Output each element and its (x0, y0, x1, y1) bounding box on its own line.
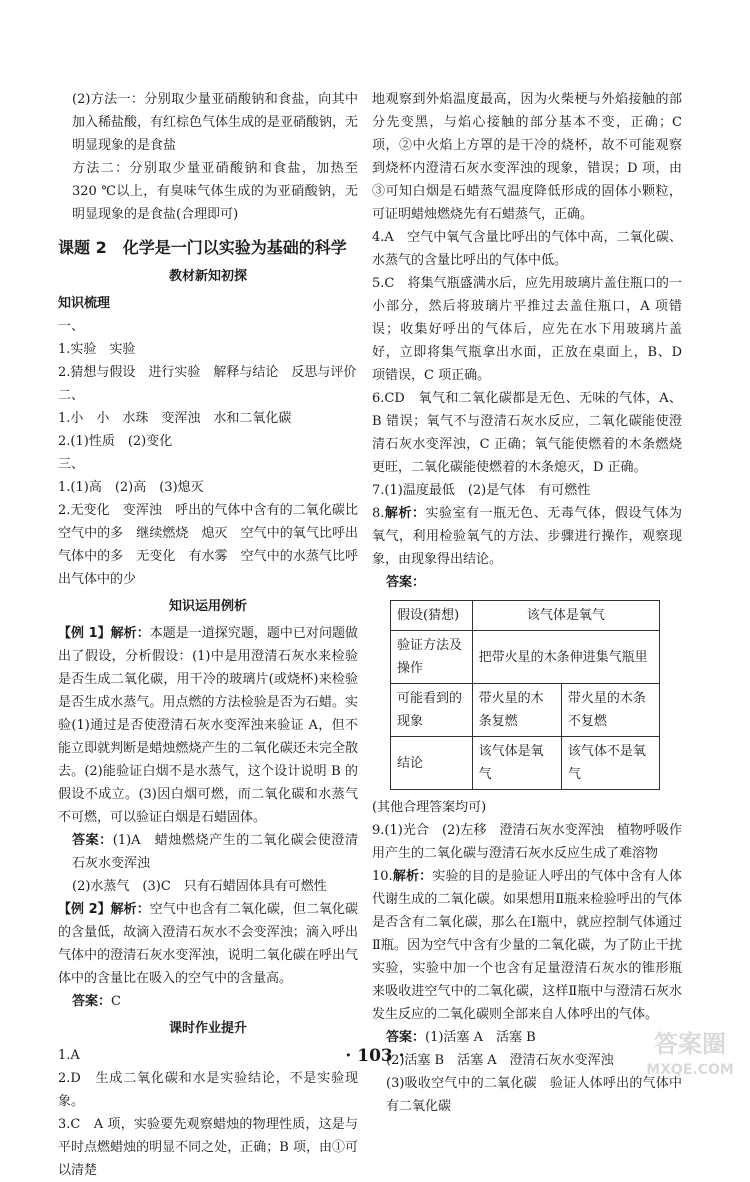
table-cell: 该气体不是氧气 (561, 737, 659, 790)
answer-line (58, 990, 358, 1013)
watermark-text-bottom: MXQE.COM (646, 1062, 734, 1078)
answer-line: (2)活塞 B 活塞 A 澄清石灰水变浑浊 (386, 1053, 614, 1068)
homework-item: 4.A 空气中氧气含量比呼出的气体中高，二氧化碳、水蒸气的含量比呼出的气体中低。 (372, 230, 682, 268)
outline-line: 一、 (58, 319, 85, 334)
example-tag: 【例 2】 (58, 902, 111, 917)
watermark-text-top: 答案圈 (654, 1030, 726, 1058)
analysis-text: 空气中也含有二氧化碳，但二氧化碳的含量低，故滴入澄清石灰水不会变浑浊；滴入呼出气体中的澄清石灰水变浑浊，说明二氧化碳在呼出气体中的含量比在吸入的空气中的含量高。 (58, 902, 358, 986)
table-cell: 假设(猜想) (391, 601, 473, 631)
answer-text: C (111, 994, 121, 1009)
outline-line: 1.小 小 水珠 变浑浊 水和二氧化碳 (58, 411, 292, 426)
answer-line (58, 829, 358, 875)
right-column (372, 88, 682, 1118)
table-cell: 该气体是氧气 (472, 737, 561, 790)
method-one: (2)方法一：分别取少量亚硝酸钠和食盐，向其中加入稀盐酸，有红棕色气体生成的是亚硝酸钠，无明显现象的是食盐 (72, 92, 359, 153)
homework-item (372, 502, 682, 571)
table-cell: 该气体是氧气 (472, 601, 659, 631)
table-row (391, 601, 660, 631)
table-row (391, 631, 660, 684)
outline-line: 1.实验 实验 (58, 342, 136, 357)
outline-line: 三、 (58, 457, 85, 472)
homework-item: 5.C 将集气瓶盛满水后，应先用玻璃片盖住瓶口的一小部分，然后将玻璃片平推过去盖住瓶口，A 项错误；收集好呼出的气体后，应先在水下用玻璃片盖好，立即将集气瓶拿出水面，正放在桌面上，B、D 项错误，C 项正确。 (372, 276, 682, 383)
homework-item (372, 865, 682, 1026)
answer-label: 答案： (72, 994, 112, 1009)
answer-line: (2)水蒸气 (3)C 只有石蜡固体具有可燃性 (72, 879, 327, 894)
table-cell: 带火星的木条复燃 (472, 684, 561, 737)
answer-label: 答案： (72, 833, 113, 848)
answer-label-line (372, 571, 682, 594)
table-row (391, 684, 660, 737)
homework-item: 1.A (58, 1048, 80, 1063)
example-2 (58, 898, 358, 990)
subsection-heading: 知识梳理 (58, 296, 111, 311)
analysis-label: 解析： (392, 869, 433, 884)
analysis-text: 实验的目的是验证人呼出的气体中含有人体代谢生成的二氧化碳。如果想用Ⅱ瓶来检验呼出的气体是否含有二氧化碳，那么在Ⅰ瓶中，就应控制气体通过Ⅱ瓶。因为空气中含有少量的二氧化碳，为了防止干扰实验，实验中加一个也含有足量澄清石灰水的锥形瓶来吸收进空气中的二氧化碳，这样Ⅱ瓶中与澄清石灰水发生反应的二氧化碳则全部来自人体呼出的气体。 (372, 869, 682, 1022)
homework-item: 6.CD 氧气和二氧化碳都是无色、无味的气体，A、B 错误；氧气不与澄清石灰水反应，二氧化碳能使澄清石灰水变浑浊，C 正确；氧气能使燃着的木条燃烧更旺，二氧化碳能使燃着的木条熄灭，D 正确。 (372, 391, 682, 475)
table-cell: 验证方法及操作 (391, 631, 473, 684)
item-number: 10. (372, 869, 393, 884)
homework-item: 地观察到外焰温度最高，因为火柴梗与外焰接触的部分先变黑，与焰心接触的部分基本不变，正确；C 项，②中火焰上方罩的是干冷的烧杯，故不可能观察到烧杯内澄清石灰水变浑浊的现象，错误；D 项，由③可知白烟是石蜡蒸气温度降低形成的固体小颗粒，可证明蜡烛燃烧先有石蜡蒸气，正确。 (372, 92, 682, 222)
analysis-label: 解析： (110, 626, 150, 641)
answer-text: (1)A 蜡烛燃烧产生的二氧化碳会使澄清石灰水变浑浊 (72, 833, 358, 871)
analysis-text: 实验室有一瓶无色、无毒气体，假设气体为氧气，利用检验氧气的方法、步骤进行操作，观察现象，由现象得出结论。 (372, 506, 682, 567)
homework-item: 2.D 生成二氧化碳和水是实验结论，不是实验现象。 (58, 1071, 358, 1109)
example-1 (58, 622, 358, 829)
answer-line: (3)吸收空气中的二氧化碳 验证人体呼出的气体中有二氧化碳 (386, 1076, 682, 1114)
page-number: · 103 · (345, 1046, 405, 1066)
item-number: 8. (372, 506, 385, 521)
outline-line: 1.(1)高 (2)高 (3)熄灭 (58, 480, 204, 495)
answer-table (390, 600, 660, 790)
note-line: (其他合理答案均可) (372, 800, 487, 815)
section-heading: 知识运用例析 (168, 599, 247, 614)
example-tag: 【例 1】 (58, 626, 111, 641)
table-cell: 可能看到的现象 (391, 684, 473, 737)
outline-line: 2.(1)性质 (2)变化 (58, 434, 173, 449)
outline-line: 2.无变化 变浑浊 呼出的气体中含有的二氧化碳比空气中的多 继续燃烧 熄灭 空气中的氧气比呼出气体中的多 无变化 有水雾 空气中的水蒸气比呼出气体中的少 (58, 503, 358, 587)
homework-item: 7.(1)温度最低 (2)是气体 有可燃性 (372, 483, 591, 498)
analysis-text: 本题是一道探究题，题中已对问题做出了假设，分析假设：(1)中是用澄清石灰水来检验是否生成二氧化碳，用干冷的玻璃片(或烧杯)来检验是否生成水蒸气。用点燃的方法检验是否为石蜡。实验(1)通过是否使澄清石灰水变浑浊来验证 A，但不能立即就判断是蜡烛燃烧产生的二氧化碳还未完全散去。(2)能验证白烟不是水蒸气，这个设计说明 B 的假设不成立。(3)因白烟可燃，而二氧化碳和水蒸气不可燃，可以验证白烟是石蜡固体。 (58, 626, 358, 825)
method-two: 方法二：分别取少量亚硝酸钠和食盐，加热至 320 ℃以上，有臭味气体生成的为亚硝酸钠，无明显现象的是食盐(合理即可) (72, 161, 358, 222)
outline-line: 2.猜想与假设 进行实验 解释与结论 反思与评价 (58, 365, 357, 380)
answer-label: 答案： (386, 575, 426, 590)
analysis-label: 解析： (110, 902, 150, 917)
table-cell: 结论 (391, 737, 473, 790)
watermark-icon (640, 1022, 740, 1082)
analysis-label: 解析： (384, 506, 426, 521)
homework-item: 3.C A 项，实验要先观察蜡烛的物理性质，这是与平时点燃蜡烛的明显不同之处，正确；B 项，由①可以清楚 (58, 1117, 358, 1178)
table-row (391, 737, 660, 790)
lesson-title: 课题 2 化学是一门以实验为基础的科学 (58, 238, 347, 257)
homework-item: 9.(1)光合 (2)左移 澄清石灰水变浑浊 植物呼吸作用产生的二氧化碳与澄清石灰水反应生成了难溶物 (372, 823, 682, 861)
table-cell: 带火星的木条不复燃 (561, 684, 659, 737)
answer-text: (1)活塞 A 活塞 B (425, 1030, 536, 1045)
outline-line: 二、 (58, 388, 85, 403)
left-column (58, 88, 358, 1182)
watermark-logo (640, 1022, 740, 1082)
answer-label: 答案： (386, 1030, 426, 1045)
section-heading: 课时作业提升 (168, 1021, 247, 1036)
table-cell: 把带火星的木条伸进集气瓶里 (472, 631, 659, 684)
section-heading: 教材新知初探 (168, 269, 247, 284)
